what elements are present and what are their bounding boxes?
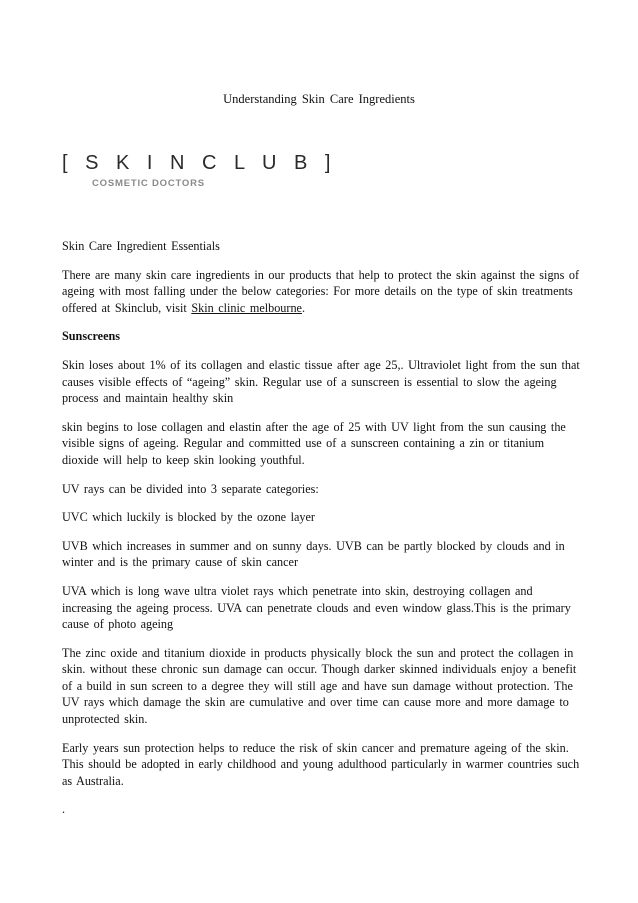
paragraph: UVC which luckily is blocked by the ozone layer	[62, 510, 315, 525]
paragraph: UV rays can be divided into 3 separate categories:	[62, 481, 319, 496]
section-heading: Skin Care Ingredient Essentials	[62, 239, 220, 253]
skin-clinic-link[interactable]: Skin clinic melbourne	[191, 300, 302, 315]
paragraph: UVB which increases in summer and on sunny days. UVB can be partly blocked by clouds and in winter and is the primary cause of skin cancer	[62, 538, 565, 570]
paragraph: Skin loses about 1% of its collagen and elastic tissue after age 25,. Ultraviolet light from the sun that causes visible effects of “ageing” skin. Regular use of a sunscreen is essential to slow the ageing process and maintain healthy skin	[62, 357, 580, 406]
document-title: Understanding Skin Care Ingredients	[223, 92, 415, 106]
intro-paragraph	[62, 267, 582, 317]
paragraph: The zinc oxide and titanium dioxide in products physically block the sun and protect the collagen in skin. without these chronic sun damage can occur. Though darker skinned individuals enjoy a benefit of a build in sun screen to a degree they will still age and have sun damage without protection. The UV rays which damage the skin are cumulative and over time can cause more and more damage to unprotected skin.	[62, 645, 577, 727]
paragraph: skin begins to lose collagen and elastin after the age of 25 with UV light from the sun causing the visible signs of ageing. Regular and committed use of a sunscreen containing a zin or titanium dioxide will help to keep skin looking youthful.	[62, 419, 566, 467]
intro-text: There are many skin care ingredients in our products that help to protect the skin against the signs of ageing with most falling under the below categories: For more details on the type of skin treatments offered at Skinclub, visit	[62, 267, 580, 315]
intro-end: .	[301, 300, 306, 315]
paragraph: Early years sun protection helps to reduce the risk of skin cancer and premature ageing of the skin. This should be adopted in early childhood and young adulthood particularly in warmer countries such as Australia.	[62, 740, 580, 788]
skinclub-logo	[62, 152, 336, 189]
paragraph: UVA which is long wave ultra violet rays which penetrate into skin, destroying collagen and increasing the ageing process. UVA can penetrate clouds and even window glass.This is the primary cause of photo ageing	[62, 583, 571, 632]
document-body	[62, 238, 582, 830]
trailing-dot: .	[62, 802, 66, 817]
sunscreens-heading: Sunscreens	[62, 329, 121, 344]
logo-tagline: COSMETIC DOCTORS	[92, 178, 205, 189]
logo-wordmark: [ S K I N C L U B ]	[62, 152, 337, 174]
